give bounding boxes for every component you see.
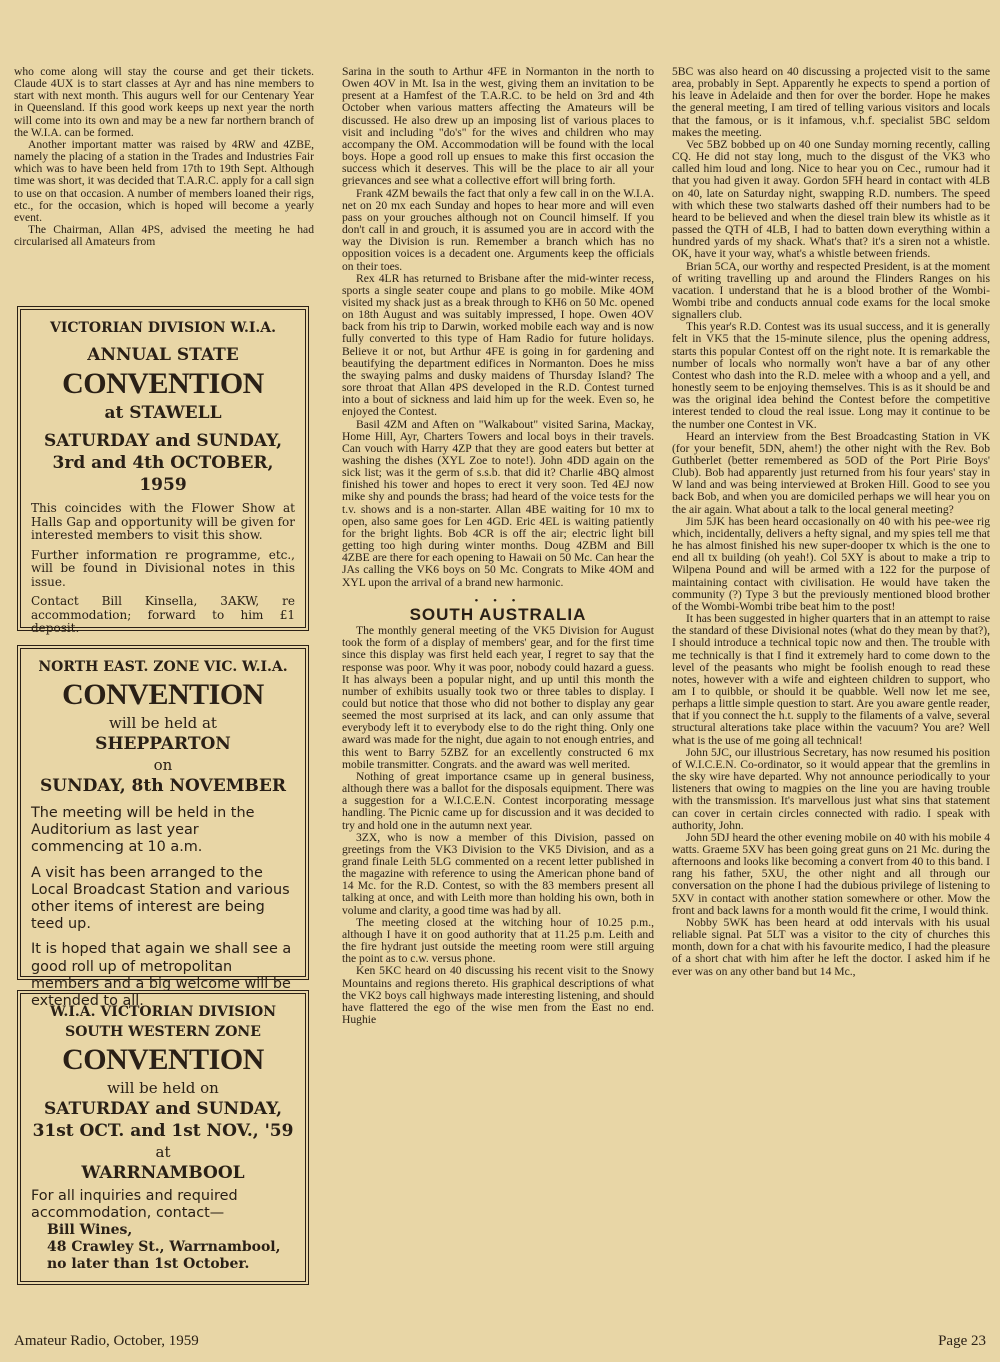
paragraph: Ken 5KC heard on 40 discussing his recent visit to the Snowy Mountains and regions thereto. His graphical descriptions of what the VK2 boys call highways made interesting listening, and should have flattered the ego of the wise men from the East no end. Hughie bbox=[342, 964, 654, 1027]
advert-box-south-western-zone-convention bbox=[17, 990, 309, 1285]
paragraph: The monthly general meeting of the VK5 Division for August took the form of a display of members' gear, and for the first time since this display was first held each year, I regret to say that the response was poor. Why it was poor, nobody could hazard a guess. It has always been a popular night, and up until this month the number of exhibits usually took two or three tables to display. I could but notice that those who did not bother to display any gear seemed the most surprised at its lack, and can only assume that everybody left it to everybody else to do the right thing. Only one award was made for the night, due again to not enough entries, and this went to Barry 5ZBZ for an excellently constructed 6 mx mobile transmitter. Congrats. and the award was well merited. bbox=[342, 624, 654, 771]
box-contact-deadline: no later than 1st October. bbox=[47, 1256, 250, 1273]
box-contact-address: 48 Crawley St., Warrnambool, bbox=[47, 1239, 281, 1256]
paragraph: Basil 4ZM and Aften on "Walkabout" visited Sarina, Mackay, Home Hill, Ayr, Charters Towers and local boys in their travels. Can vouch with Harry 4ZP that they are good eaters but better at washing the dishes (XYL Zoe to note!). John 4DD again on the sick list; was it the germ of s.s.b. that did it? Charlie 4BQ almost finished his tower and hopes to erect it very soon. Ted 4EJ now mike shy and pounds the brass; had heard of the voice tests for the t.v. shows and is a non-starter. Allan 4BE waiting for 10 mx to open, also same goes for Len 4GD. Eric 4EL is waiting patiently for the bright lights. Bob 4CR is off the air; electric light bill getting too high during winter months. Doug 4ZBM and Bill 4ZBE are there for each opening to Hawaii on 50 Mc. Can hear the JAs calling the VK6 boys on 50 Mc. Congrats to Mike 4OM and XYL upon the arrival of a brand new harmonic. bbox=[342, 417, 654, 589]
paragraph: Nobby 5WK has been heard at odd intervals with his usual reliable signal. Pat 5LT was a visitor to the city of churches this month, down for a chat with his favourite medico, I had the pleasure of a short chat with him after he left the doctor. I asked him if he ever was on any other band but 14 Mc., bbox=[672, 915, 990, 978]
box-subheading: ANNUAL STATE bbox=[87, 345, 239, 365]
box-heading: W.I.A. VICTORIAN DIVISION bbox=[49, 1004, 277, 1020]
column-left-text bbox=[14, 66, 314, 288]
column-middle-text bbox=[342, 66, 654, 1311]
box-subline: on bbox=[153, 756, 173, 774]
box-heading: VICTORIAN DIVISION W.I.A. bbox=[49, 320, 277, 336]
paragraph: Another important matter was raised by 4RW and 4ZBE, namely the placing of a station in the Trades and Industries Fair which was to have been held from 17th to 19th Sept. Although time was short, it was decided that T.A.R.C. apply for a call sign to use on that occasion. A number of members loaned their rigs, etc., for the occasion, which is hoped will become a yearly event. bbox=[14, 137, 314, 224]
box-days: SATURDAY and SUNDAY, bbox=[43, 431, 283, 451]
box-title: CONVENTION bbox=[62, 1043, 264, 1076]
box-title: CONVENTION bbox=[62, 678, 264, 711]
paragraph: Frank 4ZM bewails the fact that only a few call in on the W.I.A. net on 20 mx each Sunday and hopes to hear more and will even pass on your grouches although not on Council himself. If you don't call in and grouch, it is assumed you are in accord with the way the Division is run. Remember a branch which has no opposition voices is a decadent one. Arguments keep the officials on their toes. bbox=[342, 186, 654, 273]
paragraph: who come along will stay the course and get their tickets. Claude 4UX is to start classes at Ayr and has nine members to start with next month. This augurs well for our Centenary Year in Queensland. If this good work keeps up next year the north will come into its own and may be a new far northern branch of the W.I.A. can be formed. bbox=[14, 66, 314, 139]
box-paragraph: Contact Bill Kinsella, 3AKW, re accommodation; forward to him £1 deposit. bbox=[31, 594, 295, 635]
footer-page-number: Page 23 bbox=[938, 1333, 986, 1349]
section-separator: • • • bbox=[474, 594, 522, 607]
paragraph: Vec 5BZ bobbed up on 40 one Sunday morning recently, calling CQ. He did not stay long, much to the disgust of the VK3 who called him loud and long. Nice to hear you on Cec., rumour had it that you had given it away. Gordon 5FH heard in contact with 4LB on 40, late on Saturday night, swapping R.D. numbers. The speed with which these two stalwarts dashed off their numbers had to be heard to be believed and when the diesel train blew its whistle as it passed the QTH of 4LB, I had to batten down everything within a hundred yards of my shack. What's that? it's a siren not a whistle. OK, have it your way, what's a whistle between friends. bbox=[672, 137, 990, 261]
box-location: SHEPPARTON bbox=[95, 734, 231, 754]
advert-box-annual-state-convention bbox=[17, 306, 309, 635]
paragraph: Nothing of great importance csame up in general business, although there was a ballot for the disposals equipment. There was a suggestion for a W.I.C.E.N. Contest incorporating message handling. The Picnic came up for discussion and it was decided to try and hold one in the autumn next year. bbox=[342, 769, 654, 832]
paragraph: Brian 5CA, our worthy and respected President, is at the moment of writing travelling up and around the Flinders Ranges on his vacation. I understand that he is a blood brother of the Wombi-Wombi tribe and conducts annual code exams for the local smoke signallers club. bbox=[672, 259, 990, 322]
paragraph: Rex 4LR has returned to Brisbane after the mid-winter recess, sports a single seater coupe and plans to go mobile. Mike 4OM visited my shack just as a break through to KH6 on 50 Mc. opened on 18th August and was suitably impressed, I hope. Owen 4OV back from his trip to Darwin, worked mobile each way and is now fully converted to this type of Ham Radio for future holidays. Believe it or not, but Arthur 4FE is going in for gardening and beautifying the department edifices in Normanton. Does he miss the swaying palms and dusky maidens of Thursday Island? The sore throat that Allan 4PS developed in the R.D. Contest turned into a bout of sickness and laid him up for the week. Even so, he enjoyed the Contest. bbox=[342, 271, 654, 419]
box-paragraph: Further information re programme, etc., will be found in Divisional notes in this issue. bbox=[31, 547, 295, 589]
paragraph: Jim 5JK has been heard occasionally on 40 with his pee-wee rig which, incidentally, delivers a hefty signal, and my spies tell me that he has almost finished his new super-dooper tx which is the one to end all tx building (oh yeah!). Col 5XY is about to make a trip to Wilpena Pound and will be armed with a 122 for the purpose of maintaining contact with civilisation. He would have taken the community (?) Type 3 but the previously mentioned blood brother of the Wombi-Wombi tribe beat him to the post! bbox=[672, 514, 990, 613]
box-date: SUNDAY, 8th NOVEMBER bbox=[40, 776, 286, 796]
box-heading: SOUTH WESTERN ZONE bbox=[65, 1024, 261, 1040]
box-subline: will be held at bbox=[109, 714, 217, 732]
box-subline: will be held on bbox=[107, 1079, 219, 1097]
box-title: CONVENTION bbox=[62, 367, 264, 400]
advert-box-north-east-zone-convention bbox=[17, 645, 309, 1010]
column-right-text bbox=[672, 66, 990, 1311]
paragraph: The meeting closed at the witching hour of 10.25 p.m., although I have it on good authority that at 11.25 p.m. Leith and the fire hydrant just outside the meeting room were still arguing the point as to c.w. versus phone. bbox=[342, 915, 654, 966]
box-dates: 3rd and 4th OCTOBER, 1959 bbox=[52, 453, 274, 495]
box-location: at STAWELL bbox=[104, 403, 222, 423]
box-contact-name: Bill Wines, bbox=[47, 1222, 133, 1239]
footer-publication: Amateur Radio, October, 1959 bbox=[14, 1333, 199, 1349]
paragraph: Heard an interview from the Best Broadcasting Station in VK (for your benefit, 5DN, ahem!) the other night with the Rev. Bob Guthberlet (better remembered as 5OD of the Port Pirie Boys' Club). Bob had apparently just returned from his four years' stay in W land and was being interviewed at Broken Hill. Good to see you back Bob, and when you are domiciled perhaps we will hear you on the air again. What about a talk to the local general meeting? bbox=[672, 429, 990, 516]
box-paragraph: This coincides with the Flower Show at Halls Gap and opportunity will be given for interested members to visit this show. bbox=[31, 501, 295, 542]
box-location: WARRNAMBOOL bbox=[81, 1163, 245, 1183]
box-paragraph: For all inquiries and required accommodation, contact— bbox=[31, 1188, 238, 1222]
paragraph: The Chairman, Allan 4PS, advised the meeting he had circularised all Amateurs from bbox=[14, 223, 314, 249]
box-heading: NORTH EAST. ZONE VIC. W.I.A. bbox=[38, 659, 288, 675]
paragraph: John 5DJ heard the other evening mobile on 40 with his mobile 4 watts. Graeme 5XV has been going great guns on 21 Mc. during the afternoons and looks like becoming a convert from 40 to this band. I rang his father, 5XU, the other night and all through our conversation on the phone I had the dubious privilege of listening to 5XV in contact with another station somewhere or other. Mow the front and back lawns for a month would fit the crime, I would think. bbox=[672, 830, 990, 917]
box-paragraph: The meeting will be held in the Auditorium as last year commencing at 10 a.m. bbox=[31, 805, 255, 856]
box-days: SATURDAY and SUNDAY, bbox=[43, 1099, 283, 1119]
paragraph: John 5JC, our illustrious Secretary, has now resumed his position of W.I.C.E.N. Co-ordinator, so it would appear that the gremlins in the sky wire have departed. Why not announce periodically to your listeners that owing to magpies on the line you are having trouble with the transmission. It's marvellous just what sins that statement can cover in certain circles connected with radio. I speak with authority, John. bbox=[672, 745, 990, 832]
box-paragraph: A visit has been arranged to the Local Broadcast Station and various other items of interest are being teed up. bbox=[31, 864, 290, 933]
paragraph: Sarina in the south to Arthur 4FE in Normanton in the north to Owen 4OV in Mt. Isa in the west, giving them an invitation to be present at a Hamfest of the T.A.R.C. to be held on 3rd and 4th October when various matters affecting the Amateurs will be discussed. He also drew up an imposing list of various places to visit and including "do's" for the wives and children who may accompany the OM. Accommodation will be found with the local boys. Hope a good roll up ensues to make this first occasion the success which it deserves. This will be the place to air all your grievances and see what a collective effort will bring forth. bbox=[342, 66, 654, 188]
section-heading: SOUTH AUSTRALIA bbox=[409, 604, 587, 624]
paragraph: It has been suggested in higher quarters that in an attempt to raise the standard of these Divisional notes (what do they mean by that?), I should introduce a technical topic now and then. The trouble with me technically is that I find it extremely hard to come down to the level of the peasants who might be foolish enough to read these notes, however with a wife and eighteen children to support, who am I to quibble, or should it be quabble. Well now let me see, perhaps a little simple question to start. Are you aware gentle reader, that if you connect the h.t. supply to the filaments of a valve, several structural alterations take place within the vacuum? You are? Well what is the use of me going all technical! bbox=[672, 612, 990, 747]
paragraph: 3ZX, who is now a member of this Division, passed on greetings from the VK3 Division to the VK5 Division, and as a grand finale Leith 5LG commented on a recent letter published in the magazine with reference to using the American phone band of 14 Mc. for the R.D. Contest, so with the 83 members present all talking at once, and with Leith more than holding his own, both in volume and clarity, a good time was had by all. bbox=[342, 830, 654, 917]
paragraph: 5BC was also heard on 40 discussing a projected visit to the same area, probably in Sept. Apparently he expects to spend a portion of his leave in Adelaide and then for over the border. Hope he makes the general meeting, I am tired of telling various visitors and locals that the famous, or is it infamous, v.h.f. specialist 5BC seldom makes the meeting. bbox=[672, 66, 990, 139]
paragraph: This year's R.D. Contest was its usual success, and it is generally felt in VK5 that the 15-minute silence, plus the opening address, starts this popular Contest off on the right note. It is remarkable the number of locals who normally won't have a bar of any other Contest who dash into the R.D. melee with a whoop and a yell, and honestly seem to be enjoying themselves. This is as it should be and was the original idea behind the Contest before the competitive interest tended to cloud the real issue. Long may it continue to be the number one Contest in VK. bbox=[672, 320, 990, 431]
box-paragraph: It is hoped that again we shall see a good roll up of metropolitan members and a big welcome will be extended to all. bbox=[31, 941, 292, 1010]
box-subline: at bbox=[155, 1143, 171, 1161]
box-dates: 31st OCT. and 1st NOV., '59 bbox=[32, 1121, 294, 1141]
